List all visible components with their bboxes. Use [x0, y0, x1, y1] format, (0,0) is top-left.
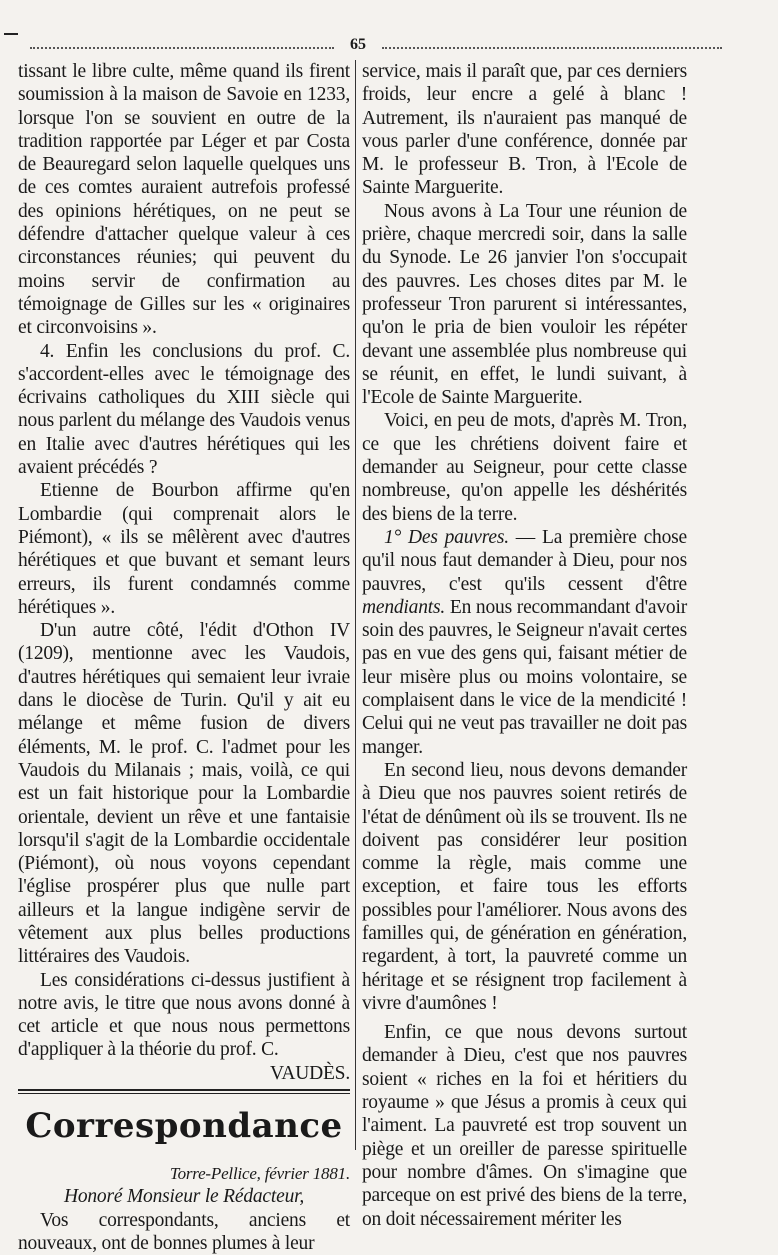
point-1-emphasis: mendiants. — [362, 596, 446, 618]
paragraph: Les considérations ci-dessus justifient à notre avis, le titre que nous avons donné à cet article et que nous nous permettons d'appliquer à la théorie du prof. C. — [18, 969, 350, 1061]
header-rule-right — [382, 47, 722, 49]
paragraph: 4. Enfin les conclusions du prof. C. s'accordent-elles avec le témoignage des écrivains catholiques du XIII siècle qui nous parlent du mélange des Vaudois venus en Italie avec d'autres hérétiques qui les avaient précédés ? — [18, 340, 350, 479]
paragraph: Etienne de Bourbon affirme qu'en Lombardie (qui comprenait alors le Piémont), « ils se mêlèrent avec d'autres hérétiques et que buvant et semant leurs erreurs, ils furent condamnés comme hérétiques ». — [18, 480, 350, 618]
paragraph: Enfin, ce que nous devons surtout demander à Dieu, c'est que nos pauvres soient « riches en la foi et héritiers du royaume » que Jésus a promis à ceux qui l'aiment. La pauvreté est trop souvent un piège et un oreiller de paresse spirituelle pour nombre d'âmes. On s'imagine que parceque on est privé des biens de la terre, on doit nécessairement mériter les — [362, 1022, 687, 1230]
point-1-text-b: En nous recommandant d'avoir soin des pauvres, le Seigneur n'avait certes pas en vue des gens qui, faisant métier de leur misère plus ou moins volontaire, se complaisent dans le vice de la mendicité ! Celui qui ne veut pas travailler ne doit pas manger. — [362, 596, 687, 758]
corner-mark — [4, 33, 18, 35]
paragraph: tissant le libre culte, même quand ils firent soumission à la maison de Savoie en 1233, lorsque l'on se souvient en outre de la tradition rapportée par Léger et par Costa de Beauregard selon laquelle quelques uns de ces comtes auraient autrefois professé des opinions hérétiques, on ne peut se défendre d'attacher quelque valeur à ces circonstances réunies; qui peuvent du moins servir de confirmation au témoignage de Gilles sur les « originaires et circonvoisins ». — [18, 61, 350, 339]
column-divider — [355, 60, 356, 1150]
section-rule-thin — [18, 1093, 350, 1094]
page-number: 65 — [350, 36, 366, 53]
dateline: Torre-Pellice, février 1881. — [169, 1164, 350, 1184]
section-heading: Correspondance — [25, 1106, 343, 1147]
section-rule — [18, 1089, 350, 1091]
salutation: Honoré Monsieur le Rédacteur, — [63, 1186, 305, 1208]
letter-start: Vos correspondants, anciens et nouveaux, ont de bonnes plumes à leur — [18, 1209, 350, 1254]
paragraph: service, mais il paraît que, par ces derniers froids, leur encre a gelé à blanc ! Autrement, ils n'auraient pas manqué de vous parler d'une conférence, donnée par M. le professeur B. Tron, à l'Ecole de Sainte Marguerite. — [362, 61, 687, 199]
left-column — [18, 60, 350, 1255]
point-1-label: 1° Des pauvres. — [384, 526, 509, 548]
point-1 — [362, 526, 687, 759]
paragraph: En second lieu, nous devons demander à Dieu que nos pauvres soient retirés de l'état de dénûment où ils se trouvent. Ils ne doivent pas considérer leur position comme la règle, mais comme une exception, et faire tous les efforts possibles pour l'améliorer. Nous avons des familles qui, de génération en génération, regardent, à tort, la pauvreté comme un héritage et se résignent trop facilement à vivre d'aumônes ! — [362, 759, 687, 1014]
paragraph-with-signature — [18, 969, 350, 1084]
paragraph: D'un autre côté, l'édit d'Othon IV (1209), mentionne avec les Vaudois, d'autres hérétiques qui semaient leur ivraie dans le diocèse de Turin. Qu'il y ait eu mélange et même fusion de divers éléments, M. le prof. C. l'admet pour les Vaudois du Milanais ; mais, voilà, ce qui est un fait historique pour la Lombardie orientale, devient un rêve et une fantaisie lorsqu'il s'agit de la Lombardie occidentale (Piémont), où nous voyons cependant l'église prospérer plus que nulle part ailleurs et la langue indigène servir de vêtement aux plus belles productions littéraires des Vaudois. — [18, 620, 350, 968]
paragraph: Nous avons à La Tour une réunion de prière, chaque mercredi soir, dans la salle du Synode. Le 26 janvier l'on s'occupait des pauvres. Les choses dites par M. le professeur Tron parurent si intéressantes, qu'on le pria de bien vouloir les répéter devant une assemblée plus nombreuse qui se réunit, en effet, le lundi suivant, à l'Ecole de Sainte Marguerite. — [362, 200, 687, 409]
right-column — [362, 60, 687, 1231]
signature: VAUDÈS. — [269, 1062, 350, 1084]
header-rule-left — [30, 47, 334, 49]
point-1-text-a: — La première chose qu'il nous faut demander à Dieu, pour nos pauvres, c'est qu'ils cessent d'être — [362, 526, 687, 595]
paragraph: Voici, en peu de mots, d'après M. Tron, ce que les chrétiens doivent faire et demander au Seigneur, pour cette classe nombreuse, qu'on appelle les déshérités des biens de la terre. — [362, 410, 687, 525]
page-header — [30, 36, 748, 54]
